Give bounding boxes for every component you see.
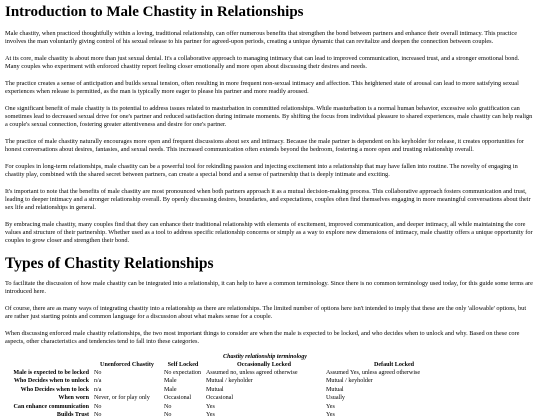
table-cell: Yes [326,412,335,418]
table-header-cell: Occasionally Locked [237,361,291,368]
table-cell: No [94,369,102,376]
table-cell: Occasional [206,395,234,402]
table-cell: Yes [326,403,335,410]
introduction-body [5,30,535,246]
table-cell: Mutual [206,386,224,393]
table-row [5,403,465,411]
table-cell: Yes [206,412,215,418]
paragraph: The practice of male chastity naturally encourages more open and frequent discussions about sex and intimacy. Because the male partner is dependent on his keyholder for release, it creates opportunities for honest conversations about desires, fantasies, and sexual needs. This increased communication often extends beyond the bedroom, fostering a more open and trusting relationship overall. [5,137,524,153]
table-cell: Male [164,386,177,393]
section-title-introduction: Introduction to Male Chastity in Relationships [5,4,304,20]
table-cell: n/a [94,378,102,385]
paragraph: When discussing enforced male chastity relationships, the two most important things to consider are when the male is expected to be locked, and who decides when to unlock and why. Based on these core aspects, other characteristics and tendencies tend to fall into these categories. [5,329,520,345]
row-header: Who Decides when to unlock [13,378,89,385]
terminology-table [5,353,465,419]
paragraph: Male chastity, when practiced thoughtfully within a loving, traditional relationship, can offer numerous benefits that strengthen the bond between partners and enhance their overall intimacy. This practice involves the man voluntarily giving control of his sexual release to his partner for agreed-upon periods, creating a unique dynamic that can revitalize and deepen the connection between couples. [5,29,517,45]
paragraph: Of course, there are as many ways of integrating chastity into a relationship as there are relationships. The limited number of options here isn't intended to imply that these are the only 'allowable' options, but are rather just starting points and common language for a discussion about what makes sense for a couple. [5,304,527,320]
paragraph: One significant benefit of male chastity is its potential to address issues related to masturbation in committed relationships. While masturbation is a normal human behavior, excessive solo gratification can sometimes lead to decreased sexual drive for one's partner and reduced satisfaction during intimate moments. By shifting the focus from individual pleasure to shared experiences, male chastity can help realign a couple's sexual connection, fostering greater attentiveness and desire for one's partner. [5,104,533,128]
row-header: Builds Trust [56,412,89,418]
table-cell: No [164,403,172,410]
table-cell: No expectation [164,369,202,376]
types-body [5,280,535,346]
table-header-cell: Unenforced Chastity [100,361,154,368]
paragraph: By embracing male chastity, many couples find that they can enhance their traditional relationship with elements of excitement, improved communication, and deeper intimacy, all while maintaining the core values and structure of their partnership. Whether used as a tool to address specific relationship concerns or simply as a way to explore new dimensions of intimacy, male chastity offers a unique opportunity for couples to grow closer and strengthen their bond. [5,220,533,245]
table-cell: Mutual [326,386,344,393]
table-cell: Never, or for play only [94,395,150,402]
paragraph: For couples in long-term relationships, male chastity can be a powerful tool for rekindling passion and injecting excitement into a relationship that may have fallen into routine. The novelty of engaging in chastity play, combined with the shared secret between partners, can create a special bond and a sense of partnership that is deeply intimate and exciting. [5,162,518,178]
table-row [5,411,465,419]
row-header: Can enhance communication [13,403,89,410]
terminology-table-wrapper [5,353,535,419]
table-cell: Mutual / keyholder [326,378,373,385]
table-row [5,369,465,377]
table-row [5,386,465,394]
table-cell: n/a [94,386,102,393]
table-cell: Occasional [164,395,192,402]
table-cell: Yes [206,403,215,410]
section-title-types: Types of Chastity Relationships [5,254,214,272]
table-cell: Male [164,378,177,385]
table-cell: No [94,403,102,410]
row-header: When worn [58,395,89,402]
table-header-cell [5,361,93,369]
table-cell: Assumed Yes, unless agreed otherwise [326,369,421,376]
table-header-row [5,361,465,369]
paragraph: To facilitate the discussion of how male chastity can be integrated into a relationship, it can help to have a common terminology. Since there is no common terminology used today, for this guide some terms are introduced here. [5,279,533,295]
table-cell: No [164,412,172,418]
table-row [5,394,465,402]
paragraph: It's important to note that the benefits of male chastity are most pronounced when both partners approach it as a mutual decision-making process. This collaborative approach fosters communication and trust, leading to deeper intimacy and a stronger relationship overall. By openly discussing desires, boundaries, and expectations, couples often find themselves engaging in more meaningful conversations about their sex life and relationships in general. [5,187,531,212]
paragraph: At its core, male chastity is about more than just sexual denial. It's a collaborative approach to managing intimacy that can lead to improved communication, increased trust, and a stronger emotional bond. Many couples who experiment with enforced chastity report feeling closer emotionally and more open about discussing their desires and needs. [5,54,520,70]
paragraph: The practice creates a sense of anticipation and builds sexual tension, often resulting in more frequent non-sexual intimacy and affection. This heightened state of arousal can lead to more satisfying sexual experiences when release is permitted, as the man is typically more eager to please his partner and more readily aroused. [5,79,519,95]
table-header-cell: Self Locked [167,361,199,368]
table-caption: Chastity relationship terminology [223,353,307,360]
table-cell: Usually [326,395,345,402]
table-cell: No [94,412,102,418]
table-header-cell: Default Locked [373,361,415,368]
table-cell: Mutual / keyholder [206,378,253,385]
row-header: Who Decides when to lock [20,386,89,393]
table-row [5,377,465,385]
row-header: Male is expected to be locked [13,369,89,376]
table-cell: Assumed no, unless agreed otherwise [206,369,298,376]
